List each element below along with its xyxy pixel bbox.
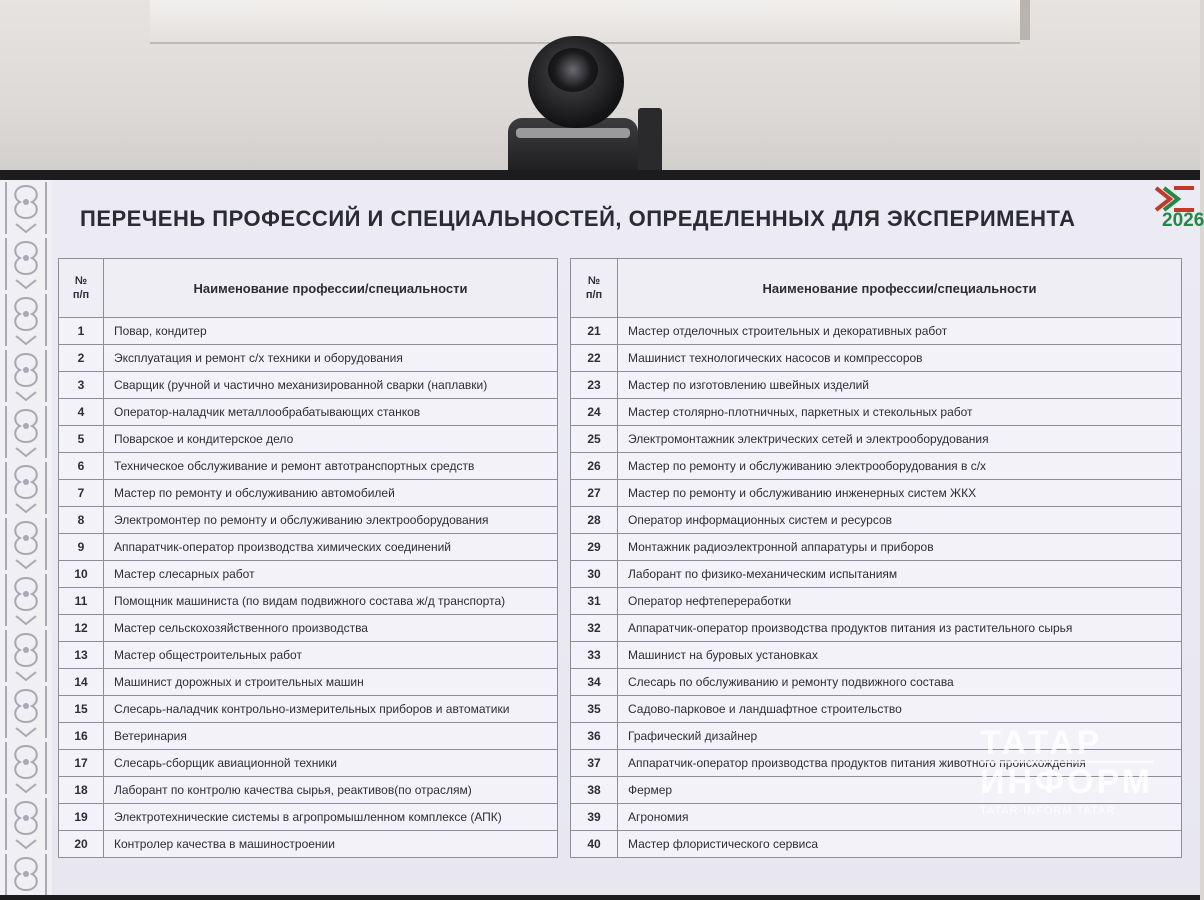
ceiling-panel-edge (1020, 0, 1030, 40)
slide-title: ПЕРЕЧЕНЬ ПРОФЕССИЙ И СПЕЦИАЛЬНОСТЕЙ, ОПРЕДЕЛЕННЫХ ДЛЯ ЭКСПЕРИМЕНТА (80, 206, 1076, 231)
table-row (59, 507, 558, 534)
row-number: 10 (59, 561, 104, 588)
table-header-row (571, 259, 1182, 318)
profession-name: Мастер отделочных строительных и декоративных работ (618, 318, 1182, 345)
watermark-line1: ТАТАР (980, 724, 1103, 762)
table-header-row (59, 259, 558, 318)
row-number: 19 (59, 804, 104, 831)
profession-name: Оператор-наладчик металлообрабатывающих станков (104, 399, 558, 426)
name-header: Наименование профессии/специальности (104, 259, 558, 318)
row-number: 23 (571, 372, 618, 399)
profession-name: Мастер по ремонту и обслуживанию электрооборудования в с/х (618, 453, 1182, 480)
profession-name: Монтажник радиоэлектронной аппаратуры и приборов (618, 534, 1182, 561)
table-row (59, 318, 558, 345)
profession-name: Оператор информационных систем и ресурсов (618, 507, 1182, 534)
table-row (571, 372, 1182, 399)
profession-name: Лаборант по физико-механическим испытаниям (618, 561, 1182, 588)
profession-name: Аппаратчик-оператор производства химических соединений (104, 534, 558, 561)
row-number: 16 (59, 723, 104, 750)
row-number: 27 (571, 480, 618, 507)
profession-name: Электротехнические системы в агропромышленном комплексе (АПК) (104, 804, 558, 831)
table-row (59, 615, 558, 642)
table-row (571, 561, 1182, 588)
row-number: 8 (59, 507, 104, 534)
profession-name: Повар, кондитер (104, 318, 558, 345)
table-row (571, 399, 1182, 426)
profession-name: Мастер по ремонту и обслуживанию инженерных систем ЖКХ (618, 480, 1182, 507)
profession-name: Лаборант по контролю качества сырья, реактивов(по отраслям) (104, 777, 558, 804)
row-number: 37 (571, 750, 618, 777)
profession-name: Помощник машиниста (по видам подвижного состава ж/д транспорта) (104, 588, 558, 615)
num-header (571, 259, 618, 318)
row-number: 9 (59, 534, 104, 561)
row-number: 25 (571, 426, 618, 453)
watermark-url: TATAR-INFORM.TATAR (980, 805, 1116, 817)
row-number: 34 (571, 669, 618, 696)
profession-name: Электромонтер по ремонту и обслуживанию электрооборудования (104, 507, 558, 534)
profession-name: Электромонтажник электрических сетей и электрооборудования (618, 426, 1182, 453)
profession-name: Ветеринария (104, 723, 558, 750)
table-body-left (59, 318, 558, 858)
row-number: 29 (571, 534, 618, 561)
table-row (59, 345, 558, 372)
table-row (59, 669, 558, 696)
row-number: 3 (59, 372, 104, 399)
profession-name: Поварское и кондитерское дело (104, 426, 558, 453)
row-number: 14 (59, 669, 104, 696)
row-number: 35 (571, 696, 618, 723)
profession-name: Машинист технологических насосов и компрессоров (618, 345, 1182, 372)
row-number: 15 (59, 696, 104, 723)
table-row (59, 561, 558, 588)
profession-name: Мастер столярно-плотничных, паркетных и стекольных работ (618, 399, 1182, 426)
profession-name: Техническое обслуживание и ремонт автотранспортных средств (104, 453, 558, 480)
row-number: 33 (571, 642, 618, 669)
table-row (59, 642, 558, 669)
table-row (59, 831, 558, 858)
ornament-border (0, 180, 52, 895)
row-number: 6 (59, 453, 104, 480)
table-row (59, 480, 558, 507)
table-row (59, 696, 558, 723)
table-row (59, 777, 558, 804)
camera-lens (548, 48, 598, 92)
table-row (571, 507, 1182, 534)
row-number: 4 (59, 399, 104, 426)
profession-name: Сварщик (ручной и частично механизированной сварки (наплавки) (104, 372, 558, 399)
table-row (571, 615, 1182, 642)
num-header-abbr: п/п (585, 289, 603, 301)
ornament-pattern (0, 180, 52, 895)
table-row (571, 696, 1182, 723)
table-row (59, 399, 558, 426)
table-row (571, 669, 1182, 696)
profession-name: Слесарь-наладчик контрольно-измерительных приборов и автоматики (104, 696, 558, 723)
profession-name: Оператор нефтепереработки (618, 588, 1182, 615)
profession-name: Слесарь-сборщик авиационной техники (104, 750, 558, 777)
profession-name: Контролер качества в машиностроении (104, 831, 558, 858)
watermark (980, 725, 1153, 817)
row-number: 18 (59, 777, 104, 804)
table-row (571, 831, 1182, 858)
profession-name: Агрономия (618, 804, 1182, 831)
row-number: 17 (59, 750, 104, 777)
row-number: 26 (571, 453, 618, 480)
professions-table-left (58, 258, 558, 858)
num-header-symbol: № (74, 275, 88, 287)
table-row (59, 534, 558, 561)
profession-name: Фермер (618, 777, 1182, 804)
profession-name: Мастер флористического сервиса (618, 831, 1182, 858)
profession-name: Графический дизайнер (618, 723, 1182, 750)
row-number: 1 (59, 318, 104, 345)
row-number: 7 (59, 480, 104, 507)
row-number: 11 (59, 588, 104, 615)
table-row (571, 453, 1182, 480)
row-number: 13 (59, 642, 104, 669)
table-row (59, 804, 558, 831)
table-row (571, 588, 1182, 615)
profession-name: Машинист на буровых установках (618, 642, 1182, 669)
profession-name: Мастер по изготовлению швейных изделий (618, 372, 1182, 399)
watermark-line2: ИНФОРМ (980, 763, 1154, 801)
profession-name: Мастер общестроительных работ (104, 642, 558, 669)
row-number: 39 (571, 804, 618, 831)
table-row (571, 480, 1182, 507)
table-row (571, 318, 1182, 345)
row-number: 32 (571, 615, 618, 642)
row-number: 28 (571, 507, 618, 534)
camera-mount (638, 108, 662, 174)
row-number: 21 (571, 318, 618, 345)
profession-name: Аппаратчик-оператор производства продуктов питания из растительного сырья (618, 615, 1182, 642)
row-number: 22 (571, 345, 618, 372)
table-row (59, 750, 558, 777)
profession-name: Аппаратчик-оператор производства продуктов питания животного происхождения (618, 750, 1182, 777)
row-number: 40 (571, 831, 618, 858)
num-header (59, 259, 104, 318)
table-row (571, 642, 1182, 669)
num-header-symbol: № (587, 275, 601, 287)
num-header-abbr: п/п (72, 289, 90, 301)
profession-name: Мастер сельскохозяйственного производства (104, 615, 558, 642)
profession-name: Садово-парковое и ландшафтное строительство (618, 696, 1182, 723)
row-number: 30 (571, 561, 618, 588)
profession-name: Мастер слесарных работ (104, 561, 558, 588)
row-number: 38 (571, 777, 618, 804)
table-row (59, 372, 558, 399)
row-number: 24 (571, 399, 618, 426)
table-row (59, 588, 558, 615)
row-number: 36 (571, 723, 618, 750)
table-row (571, 534, 1182, 561)
row-number: 20 (59, 831, 104, 858)
profession-name: Машинист дорожных и строительных машин (104, 669, 558, 696)
table-row (571, 426, 1182, 453)
logo-year: 2026 (1162, 210, 1204, 231)
profession-name: Мастер по ремонту и обслуживанию автомобилей (104, 480, 558, 507)
row-number: 12 (59, 615, 104, 642)
row-number: 31 (571, 588, 618, 615)
year-logo (1150, 184, 1204, 250)
row-number: 5 (59, 426, 104, 453)
table-row (59, 723, 558, 750)
profession-name: Эксплуатация и ремонт с/х техники и оборудования (104, 345, 558, 372)
table-row (59, 426, 558, 453)
profession-name: Слесарь по обслуживанию и ремонту подвижного состава (618, 669, 1182, 696)
name-header: Наименование профессии/специальности (618, 259, 1182, 318)
row-number: 2 (59, 345, 104, 372)
table-row (571, 345, 1182, 372)
camera-ring (516, 128, 630, 138)
table-row (59, 453, 558, 480)
